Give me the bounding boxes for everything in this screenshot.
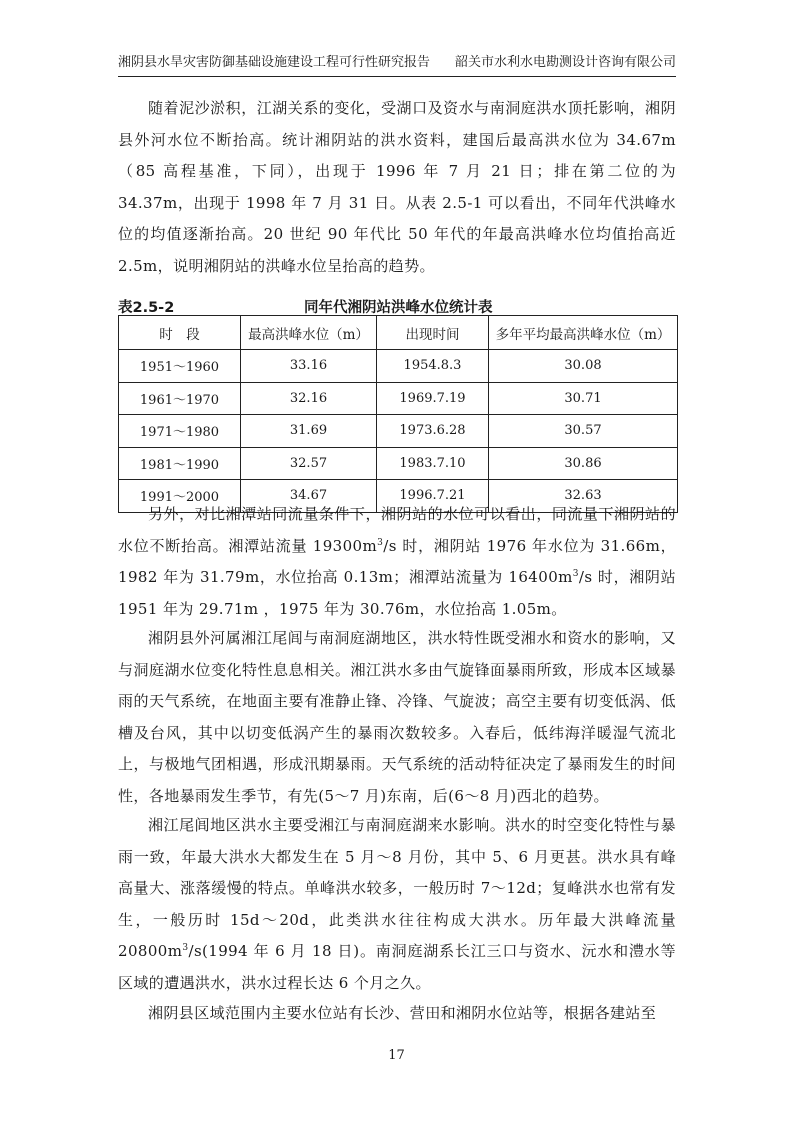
p4-superscript: 3 — [182, 943, 189, 954]
cell-average-level: 30.86 — [489, 447, 678, 480]
p2-superscript-1: 3 — [377, 537, 384, 548]
paragraph-flood-characteristics: 湘阴县外河属湘江尾闾与南洞庭湖地区，洪水特性既受湘水和资水的影响，又与洞庭湖水位变化特性息息相关。湘江洪水多由气旋锋面暴雨所致，形成本区域暴雨的天气系统，在地面主要有准静止锋、冷锋、气旋波；高空主要有切变低涡、低槽及台风，其中以切变低涡产生的暴雨次数较多。入春后，低纬海洋暖湿气流北上，与极地气团相遇，形成汛期暴雨。天气系统的活动特征决定了暴雨发生的时间性，各地暴雨发生季节，有先(5～7 月)东南，后(6～8 月)西北的趋势。 — [118, 629, 676, 805]
flood-level-table — [118, 315, 678, 513]
page-header — [118, 52, 676, 77]
table-number: 表2.5-2 — [118, 300, 175, 316]
cell-date: 1969.7.19 — [377, 382, 489, 415]
cell-average-level: 30.57 — [489, 415, 678, 448]
cell-max-level: 31.69 — [241, 415, 377, 448]
cell-date: 1954.8.3 — [377, 350, 489, 383]
column-header-max-level: 最高洪峰水位（m） — [241, 316, 377, 350]
p4-text-b: /s(1994 年 6 月 18 日)。南洞庭湖系长江三口与资水、沅水和澧水等区域的遭遇洪水，洪水过程长达 6 个月之久。 — [118, 942, 676, 992]
paragraph-gauging-stations: 湘阴县区域范围内主要水位站有长沙、营田和湘阴水位站等，根据各建站至 — [148, 1004, 657, 1022]
cell-date: 1996.7.21 — [377, 480, 489, 513]
table-header-row — [119, 316, 678, 350]
cell-average-level: 30.08 — [489, 350, 678, 383]
page-number: 17 — [388, 1048, 405, 1063]
cell-max-level: 33.16 — [241, 350, 377, 383]
column-header-period: 时 段 — [119, 316, 241, 350]
p2-superscript-2: 3 — [572, 569, 579, 580]
table-row — [119, 415, 678, 448]
cell-max-level: 32.16 — [241, 382, 377, 415]
p2-text-c: /s 时，湘阴站 1951 年为 29.71m ，1975 年为 30.76m，水位抬高 1.05m。 — [118, 568, 676, 618]
cell-period: 1961～1970 — [119, 382, 241, 415]
cell-average-level: 32.63 — [489, 480, 678, 513]
cell-max-level: 34.67 — [241, 480, 377, 513]
cell-period: 1991～2000 — [119, 480, 241, 513]
paragraph-water-level-rise: 随着泥沙淤积，江湖关系的变化，受湖口及资水与南洞庭洪水顶托影响，湘阴县外河水位不断抬高。统计湘阴站的洪水资料，建国后最高洪水位为 34.67m（85 高程基准，下同），出现于 1996 年 7 月 21 日；排在第二位的为 34.37m，出现于 1998 年 7 月 31 日。从表 2.5-1 可以看出，不同年代洪峰水位的均值逐渐抬高。20 世纪 90 年代比 50 年代的年最高洪峰水位均值抬高近 2.5m，说明湘阴站的洪峰水位呈抬高的趋势。 — [118, 99, 676, 275]
table-row — [119, 350, 678, 383]
cell-average-level: 30.71 — [489, 382, 678, 415]
table-row — [119, 382, 678, 415]
p2-text-a: 另外，对比湘潭站同流量条件下，湘阴站的水位可以看出，同流量下湘阴站的水位不断抬高。湘潭站流量 19300m — [118, 505, 676, 555]
table-title: 同年代湘阴站洪峰水位统计表 — [304, 300, 493, 316]
cell-period: 1951～1960 — [119, 350, 241, 383]
header-company-name: 韶关市水利水电勘测设计咨询有限公司 — [454, 55, 676, 70]
cell-date: 1983.7.10 — [377, 447, 489, 480]
paragraph-tail-region-floods — [118, 810, 676, 1000]
column-header-date: 出现时间 — [377, 316, 489, 350]
paragraph-xiangtan-comparison — [118, 499, 676, 625]
cell-date: 1973.6.28 — [377, 415, 489, 448]
header-report-title: 湘阴县水旱灾害防御基础设施建设工程可行性研究报告 — [118, 55, 431, 70]
table-row — [119, 447, 678, 480]
cell-period: 1971～1980 — [119, 415, 241, 448]
p2-text-b: /s 时，湘阴站 1976 年水位为 31.66m，1982 年为 31.79m，水位抬高 0.13m；湘潭站流量为 16400m — [118, 536, 676, 587]
cell-period: 1981～1990 — [119, 447, 241, 480]
p4-text-a: 湘江尾闾地区洪水主要受湘江与南洞庭湖来水影响。洪水的时空变化特性与暴雨一致，年最大洪水大都发生在 5 月～8 月份，其中 5、6 月更甚。洪水具有峰高量大、涨落缓慢的特点。单峰洪水较多，一般历时 7～12d；复峰洪水也常有发生，一般历时 15d～20d，此类洪水往往构成大洪水。历年最大洪峰流量 20800m — [118, 816, 676, 961]
cell-max-level: 32.57 — [241, 447, 377, 480]
column-header-average-level: 多年平均最高洪峰水位（m） — [489, 316, 678, 350]
table-caption — [118, 296, 676, 316]
